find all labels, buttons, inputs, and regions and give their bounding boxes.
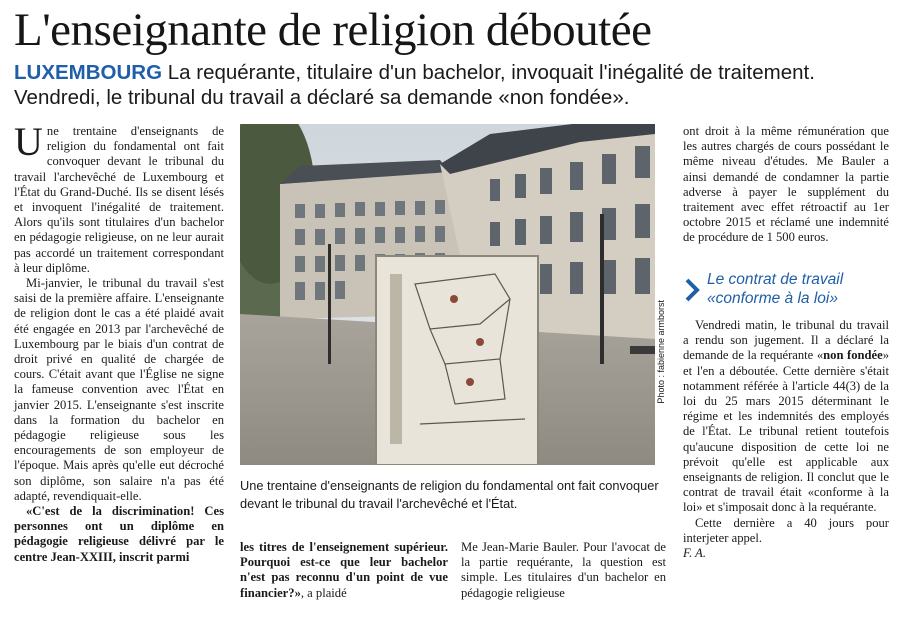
chevron-right-icon bbox=[683, 278, 701, 302]
subheading-line-2: «conforme à la loi» bbox=[707, 290, 838, 307]
subheading-line-1: Le contrat de travail bbox=[707, 271, 844, 288]
paragraph-intro bbox=[14, 119, 224, 276]
article-photo bbox=[240, 124, 655, 465]
author-signature: F. A. bbox=[683, 546, 706, 561]
paragraph bbox=[683, 318, 889, 516]
paragraph: Mi-janvier, le tribunal du travail s'est saisi de la première affaire. L'enseignante de religion dont le cas a été plaidé avait été engagée en 2013 par l'archevêché de Luxembourg par le biais d'un contrat de droit privé en qualité de chargée de cours. C'était avant que l'Église ne signe la fameuse convention avec l'État en janvier 2015. L'enseignante s'est inscrite dans la formation du bachelor en pédagogie religieuse sous les encouragements de son employeur de l'époque. Mais après qu'elle eut décroché son diplôme, son salaire n'a pas été adapté, revendiquait-elle. bbox=[14, 276, 224, 503]
article-column-2 bbox=[240, 540, 448, 601]
article-column-3 bbox=[461, 540, 666, 601]
paragraph: ont droit à la même rémunération que les autres chargés de cours possédant le même niveau d'études. Me Bauler a ainsi demandé de condamner la partie adverse à payer le supplément du traitement avec effet rétroactif au 1er octobre 2015 et réclamé une indemnité de procédure de 1 500 euros. bbox=[683, 124, 889, 245]
lead-text: La requérante, titulaire d'un bachelor, invoquait l'inégalité de traitement. Vendredi, le tribunal du travail a déclaré sa demande «non fondée». bbox=[14, 61, 815, 109]
quote-paragraph: «C'est de la discrimination! Ces personnes ont un diplôme en pédagogie religieuse délivré par le centre Jean-XXIII, inscrit parmi bbox=[14, 504, 224, 564]
paragraph-intro-text: ne trentaine d'enseignants de religion du fondamental ont fait convoquer devant le tribunal du travail l'archevêché de Luxembourg et l'État du Grand-Duché. Ils se disent lésés et invoquent l'inégalité de traitement. Alors qu'ils sont titulaires d'un bachelor en pédagogie religieuse, on ne leur aurait pas accordé un traitement correspondant à leur diplôme. bbox=[14, 124, 224, 275]
lead-paragraph bbox=[14, 60, 904, 110]
attribution-text: , a plaidé bbox=[300, 585, 347, 600]
paragraph: Me Jean-Marie Bauler. Pour l'avocat de la partie requérante, la question est simple. Les titulaires d'un bachelor en pédagogie religieuse bbox=[461, 540, 666, 600]
photo-caption: Une trentaine d'enseignants de religion du fondamental ont fait convoquer devant le tribunal du travail l'archevêché et l'État. bbox=[240, 478, 659, 511]
verdict-text: non fondée bbox=[823, 348, 883, 363]
article-column-4-continued bbox=[683, 318, 889, 561]
photo-credit bbox=[654, 296, 668, 466]
subheading bbox=[683, 270, 893, 308]
building-photo-image bbox=[240, 124, 655, 465]
article-column-4 bbox=[683, 124, 889, 246]
paragraph-text: » et l'en a déboutée. Cette dernière s'était notamment référée à l'article 44(3) de la loi du 25 mars 2015 déterminant le régime et les indemnités des employés de l'État. Le tribunal retient toutefois qu'aucune disposition de cette loi ne prévoit qu'elle est applicable aux enseignants de religion. Il conclut que le contrat de travail était «conforme à la loi» et s'imposait donc à la requérante. bbox=[683, 348, 889, 515]
quote-continuation: les titres de l'enseignement supérieur. Pourquoi est-ce que leur bachelor n'est pas reconnu d'un point de vue financier?» bbox=[240, 540, 448, 600]
paragraph-text: Vendredi matin, le tribunal du travail a rendu son jugement. Il a déclaré la demande de la requérante « bbox=[683, 318, 889, 363]
location-kicker: LUXEMBOURG bbox=[14, 61, 163, 84]
article-column-1 bbox=[14, 119, 224, 565]
paragraph: Cette dernière a 40 jours pour interjeter appel. bbox=[683, 515, 889, 545]
paragraph bbox=[240, 540, 448, 601]
headline: L'enseignante de religion déboutée bbox=[14, 4, 652, 56]
photo-credit-text: Photo : fabienne armborst bbox=[656, 300, 666, 404]
drop-cap: U bbox=[14, 119, 43, 164]
